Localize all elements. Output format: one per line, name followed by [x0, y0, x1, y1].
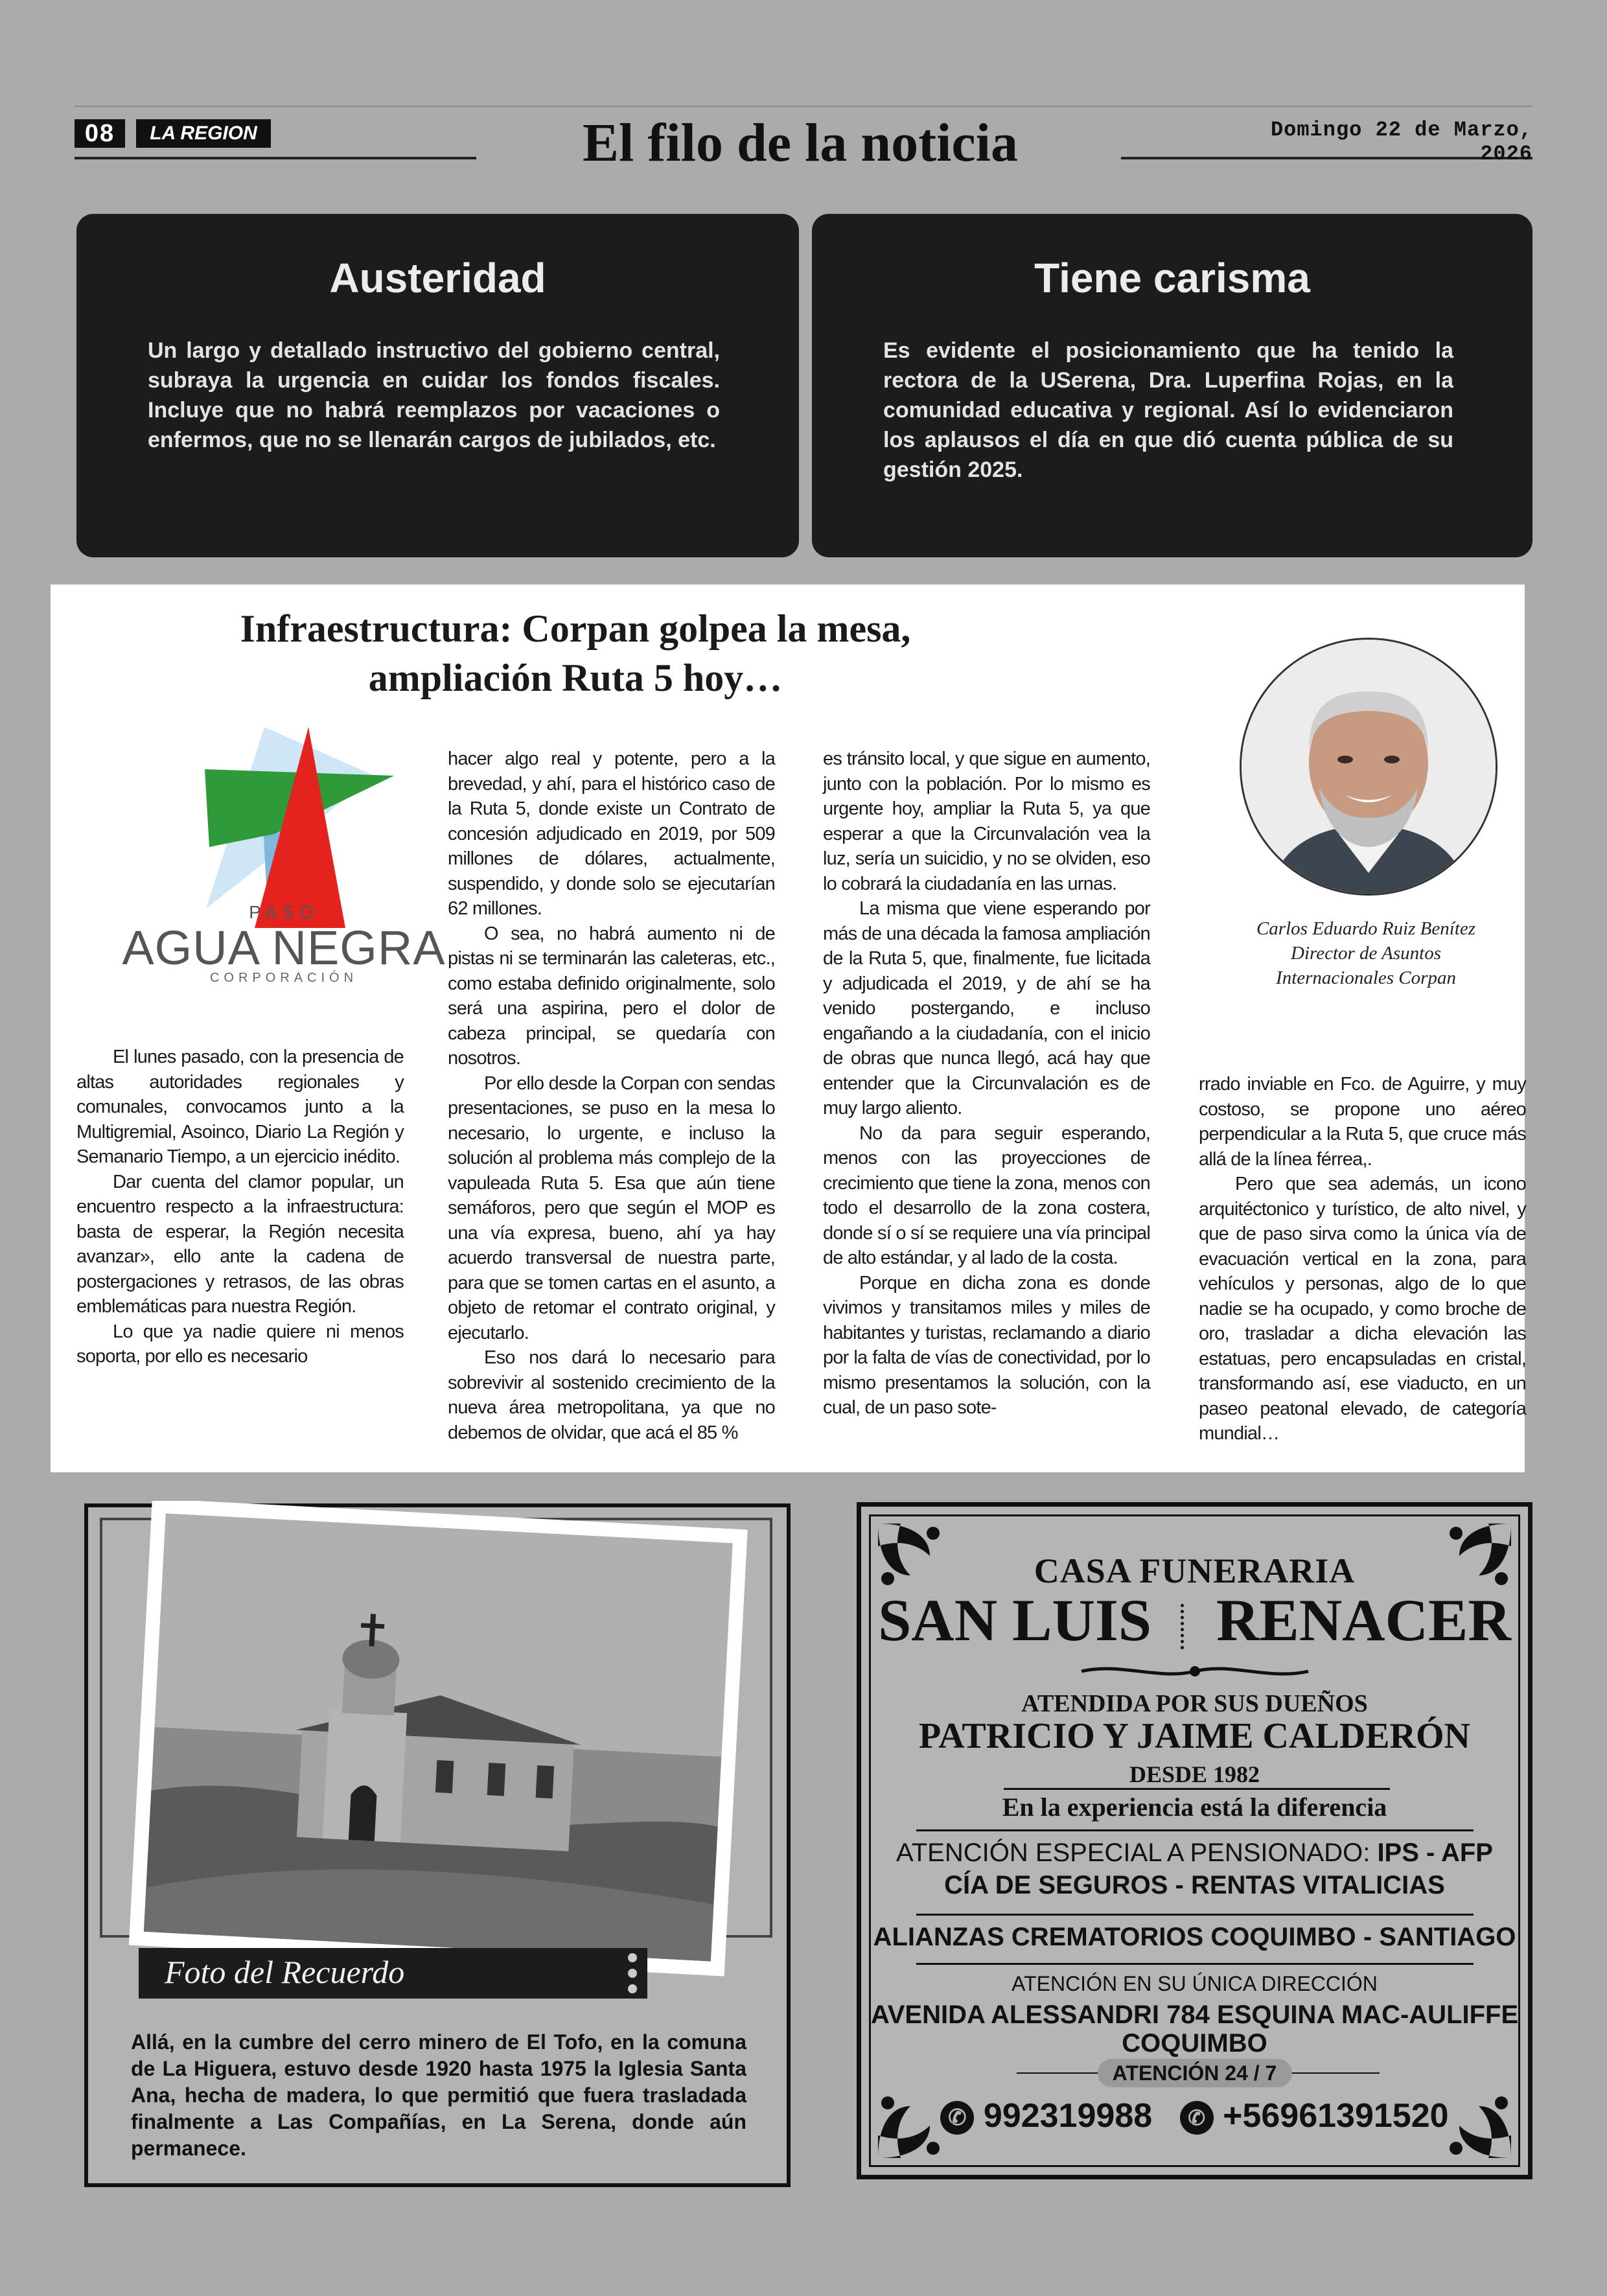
section-title: El filo de la noticia [583, 113, 1018, 173]
foto-recuerdo-box [84, 1503, 791, 2187]
foto-recuerdo-caption: Allá, en la cumbre del cerro minero de El Tofo, en la comuna de La Higuera, estuvo desde 1920 hasta 1975 la Iglesia Santa Ana, hecha de madera, lo que permitió que fuera trasladada finalmente a Las Compañías, en La Serena, donde aún permanece. [131, 2030, 746, 2160]
ad-name-left: SAN LUIS [878, 1587, 1151, 1653]
paragraph: Lo que ya nadie quiere ni menos soporta, por ello es necesario [76, 1321, 404, 1367]
article-column-1 [76, 1045, 404, 1369]
ad-rule [916, 1963, 1474, 1965]
ad-alliances: ALIANZAS CREMATORIOS COQUIMBO - SANTIAGO [873, 1923, 1516, 1951]
article-column-4 [1199, 1072, 1526, 1446]
header-top-rule [75, 106, 1532, 107]
ad-owners: PATRICIO Y JAIME CALDERÓN [919, 1716, 1470, 1756]
ad-rule [916, 1829, 1474, 1831]
paragraph: No da para seguir esperando, menos con las proyecciones de crecimiento que tiene la zona, menos con todo el desarrollo de la zona costera, donde sí o sí se requiere una vía principal de alto estándar, y al lado de la costa. [823, 1122, 1150, 1268]
ad-hours: ATENCIÓN 24 / 7 [1112, 2061, 1277, 2085]
paragraph: rrado inviable en Fco. de Aguirre, y muy costoso, se propone uno aéreo perpendicular a la Ruta 5, que cruce más allá de la línea férrea,. [1199, 1074, 1526, 1170]
issue-date: Domingo 22 de Marzo, 2026 [1270, 118, 1532, 166]
author-photo [1240, 638, 1497, 896]
dot-icon [628, 1969, 637, 1978]
header-rule-left [75, 157, 476, 159]
paragraph: Por ello desde la Corpan con sendas presentaciones, se puso en la mesa lo necesario, lo urgente, e incluso la solución al problema más complejo de la vapuleada Ruta 5. Esa que aún tiene semáforos, pero que según el MOP es una vía expresa, bueno, ahí ya hay acuerdo transversal de nuestra parte, para que se tomen cartas en el asunto, a objeto de retomar el contrato original, y ejecutarlo. [448, 1073, 775, 1343]
paragraph: O sea, no habrá aumento ni de pistas ni se terminarán las caleteras, etc., como estaba definido originalmente, solo será una aspirina, pero el dolor de cabeza principal, se quedaría con nosotros. [448, 923, 775, 1069]
opinion-article [51, 585, 1525, 1472]
whatsapp-icon: ✆ [1180, 2101, 1214, 2135]
paragraph: Pero que sea además, un icono arquitéctonico y turístico, de alto nivel, y que de paso sirva como la única vía de evacuación vertical en la zona, para vehículos y personas, algo de lo que nadie se ha ocupado, y como broche de oro, trasladar a dicha elevación las estatuas, pero encapsuladas en cristal, transformando así, ese viaducto, en un paseo peatonal elevado, de categoría mundial… [1199, 1174, 1526, 1444]
ad-name-right: RENACER [1216, 1587, 1511, 1653]
author-role-2: Internacionales Corpan [1276, 968, 1456, 988]
paragraph: El lunes pasado, con la presencia de altas autoridades regionales y comunales, convocamos junto a la Multigremial, Asoinco, Diario La Región y Semanario Tiempo, a un ejercicio inédito. [76, 1047, 404, 1167]
brief-tiene-carisma [812, 214, 1532, 557]
ornament-divider-icon [1075, 1657, 1315, 1686]
article-title-line1: Infraestructura: Corpan golpea la mesa, [240, 607, 911, 650]
article-column-3 [823, 747, 1150, 1421]
logo-corporacion: CORPORACIÓN [209, 971, 358, 985]
article-column-2 [448, 747, 775, 1445]
funeraria-ad [857, 1502, 1532, 2179]
article-title [187, 604, 964, 702]
ad-special-bold: IPS - AFP [1377, 1838, 1493, 1867]
page-number: 08 [75, 119, 125, 148]
paragraph: La misma que viene esperando por más de una década la famosa ampliación de la Ruta 5, que, finalmente, fue licitada y adjudicada el 2019, y de ahí se ha venido postergando, e incluso engañando a la ciudadanía, con el inicio de obras que nunca llegó, acá hay que entender que la Circunvalación es de muy largo aliento. [823, 898, 1150, 1119]
brief-title: Austeridad [329, 255, 546, 301]
author-name: Carlos Eduardo Ruiz Benítez [1256, 918, 1476, 939]
dot-icon [628, 1953, 637, 1962]
foto-recuerdo-label-bar [139, 1948, 647, 1999]
ad-rule [1004, 1788, 1390, 1790]
newspaper-logo: LA REGION [136, 119, 271, 148]
ad-slogan: En la experiencia está la diferencia [1002, 1792, 1387, 1822]
paragraph: Dar cuenta del clamor popular, un encuentro respecto a la infraestructura: basta de esperar, la Región necesita avanzar», ello ante la cadena de postergaciones y retrasos, de las obras emblemáticas para nuestra Región. [76, 1171, 404, 1317]
ad-name-divider [1181, 1604, 1187, 1649]
agua-negra-logo [102, 714, 465, 986]
ad-business-name [861, 1586, 1528, 1654]
ad-address-line2: COQUIMBO [1122, 2029, 1267, 2058]
church-photo [114, 1501, 762, 1980]
foto-recuerdo-label: Foto del Recuerdo [165, 1954, 405, 1990]
author-caption [1210, 916, 1521, 990]
paragraph: Porque en dicha zona es donde vivimos y transitamos miles y miles de habitantes y turistas, reclamando a diario por la falta de vías de conectividad, por lo mismo presentamos la solución, con la cual, de un paso sote- [823, 1272, 1150, 1418]
ad-address-label: ATENCIÓN EN SU ÚNICA DIRECCIÓN [1012, 1972, 1378, 1995]
ad-since: DESDE 1982 [1129, 1761, 1260, 1787]
logo-paso: PASO [249, 902, 319, 922]
phone-icon: ✆ [940, 2101, 974, 2135]
ad-insurance: CÍA DE SEGUROS - RENTAS VITALICIAS [944, 1871, 1445, 1899]
ad-phone-1: 992319988 [983, 2097, 1153, 2135]
paragraph: hacer algo real y potente, pero a la brevedad, y ahí, para el histórico caso de la Ruta 5, donde existe un Contrato de concesión adjudicado en 2019, por 509 millones de dólares, actualmente, suspendido, y donde solo se ejecutarían 62 millones. [448, 748, 775, 919]
author-portrait [1242, 640, 1496, 894]
author-role-1: Director de Asuntos [1291, 943, 1441, 964]
ad-special [861, 1838, 1528, 1868]
brief-body: Es evidente el posicionamiento que ha tenido la rectora de la USerena, Dra. Luperfina Rojas, en la comunidad educativa y regional. Así lo evidenciaron los aplausos el día en que dió cuenta pública de su gestión 2025. [883, 338, 1453, 482]
ad-special-prefix: ATENCIÓN ESPECIAL A PENSIONADO: [896, 1838, 1370, 1867]
brief-title: Tiene carisma [1034, 255, 1310, 301]
logo-agua-negra: AGUA NEGRA [122, 921, 446, 975]
dot-icon [628, 1984, 637, 1993]
ad-address-line1: AVENIDA ALESSANDRI 784 ESQUINA MAC-AULIFFE [870, 2000, 1519, 2029]
ad-attended: ATENDIDA POR SUS DUEÑOS [1021, 1690, 1368, 1717]
article-title-line2: ampliación Ruta 5 hoy… [368, 656, 783, 699]
ad-phone-2: +56961391520 [1223, 2097, 1449, 2135]
brief-body: Un largo y detallado instructivo del gobierno central, subraya la urgencia en cuidar los fondos fiscales. Incluye que no habrá reemplazos por vacaciones o enfermos, que no se llenarán cargos de jubilados, etc. [148, 338, 720, 452]
brief-austeridad [76, 214, 799, 557]
ad-phones [861, 2096, 1528, 2135]
ad-rule [916, 1914, 1474, 1916]
ad-casa-funeraria: CASA FUNERARIA [1034, 1551, 1356, 1590]
paragraph: Eso nos dará lo necesario para sobrevivir al sostenido crecimiento de la nueva área metropolitana, ya que no debemos de olvidar, que acá el 85 % [448, 1347, 775, 1443]
paragraph: es tránsito local, y que sigue en aumento, junto con la población. Por lo mismo es urgente hoy, ampliar la Ruta 5, ya que esperar a que la Circunvalación vea la luz, sería un suicidio, y no se olviden, eso lo cobrará la ciudadanía en las urnas. [823, 748, 1150, 894]
